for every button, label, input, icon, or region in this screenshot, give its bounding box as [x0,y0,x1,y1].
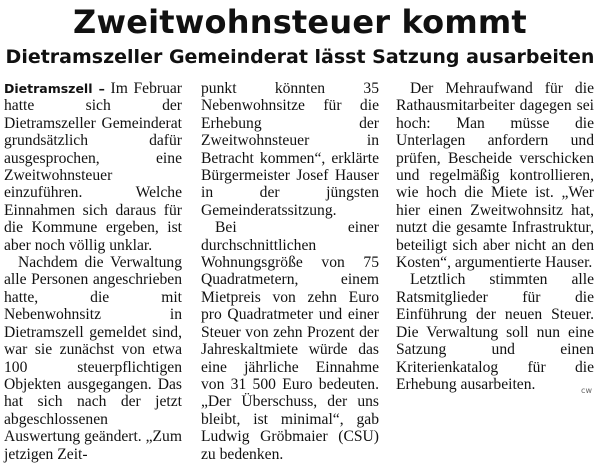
paragraph: punkt könnten 35 Nebenwohnsitze für die Erhebung der Zweitwohnsteuer in Betracht kommen“, erklärte Bürgermeister Josef Hauser in der jüngsten Gemeinderatssitzung. [201,80,379,219]
article-column-2 [201,80,379,463]
paragraph-text: Im Februar hatte sich der Dietramszeller Gemeinderat grundsätzlich dafür ausgesprochen, eine Zweitwohnsteuer einzuführen. Welche Einnahmen sich daraus für die Kommune ergeben, ist aber noch völlig unklar. [4,80,182,254]
article-column-1 [4,80,182,463]
paragraph [4,80,182,254]
paragraph: Bei einer durchschnittlichen Wohnungsgröße von 75 Quadratmetern, einem Mietpreis von zehn Euro pro Quadratmeter und einer Steuer von zehn Prozent der Jahreskaltmiete würde das eine jährliche Einnahme von 31 500 Euro bedeuten. „Der Überschuss, der uns bleibt, ist minimal“, gab Ludwig Gröbmaier (CSU) zu bedenken. [201,219,379,463]
author-credit: cw [581,386,592,395]
article-column-3 [396,80,594,401]
dateline: Dietramszell – [4,81,105,96]
paragraph: Letztlich stimmten alle Ratsmitglieder für die Einführung der neuen Steuer. Die Verwaltung soll nun eine Satzung und einen Kriterienkatalog für die Erhebung ausarbeiten. [396,271,594,393]
paragraph: Der Mehraufwand für die Rathausmitarbeiter dagegen sei hoch: Man müsse die Unterlagen anfordern und prüfen, Bescheide verschicken und regelmäßig kontrollieren, wie hoch die Miete ist. „Wer hier einen Zweitwohnsitz hat, nutzt die gesamte Infrastruktur, beteiligt sich aber nicht an den Kosten“, argumentierte Hauser. [396,80,594,272]
headline: Zweitwohnsteuer kommt [73,3,527,41]
paragraph: Nachdem die Verwaltung alle Personen angeschrieben hatte, die mit Nebenwohnsitz in Dietramszell gemeldet sind, war sie zunächst von etwa 100 steuerpflichtigen Objekten ausgegangen. Das hat sich nach der jetzt abgeschlossenen Auswertung geändert. „Zum jetzigen Zeit- [4,254,182,463]
subheadline: Dietramszeller Gemeinderat lässt Satzung ausarbeiten [5,46,595,68]
